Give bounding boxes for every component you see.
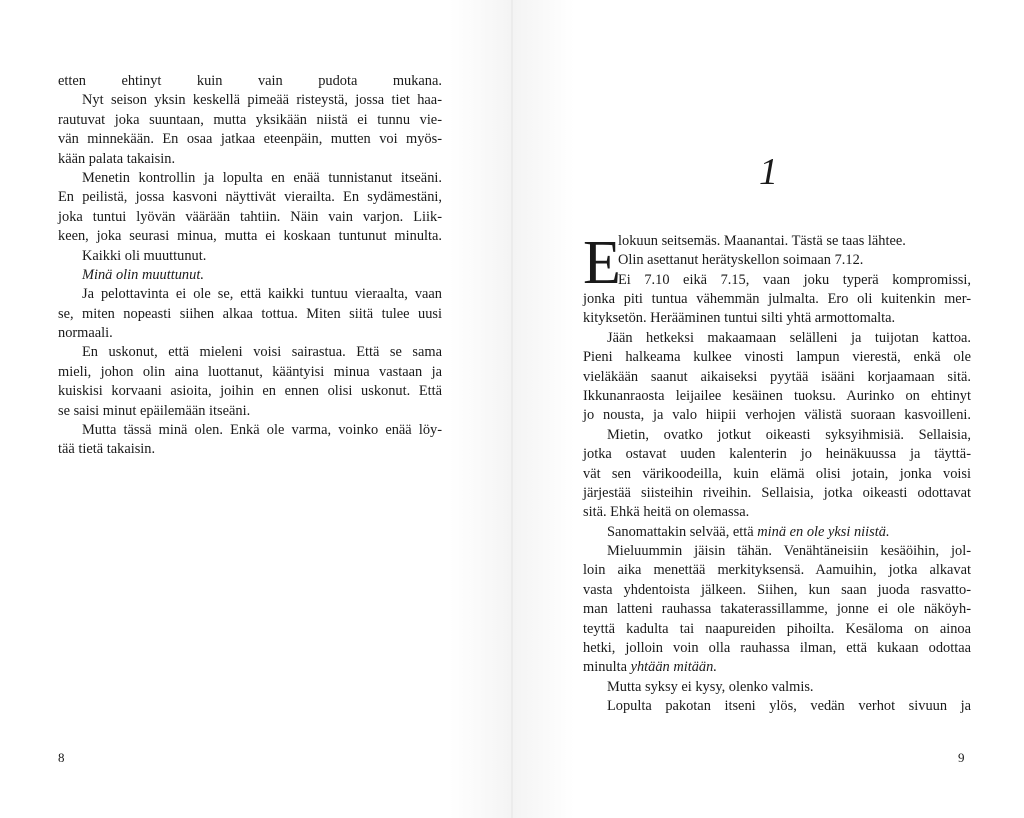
text-line: Mutta tässä minä olen. Enkä ole varma, voinko enää löy- — [82, 422, 442, 439]
text-line: vasta yhdentoista jälkeen. Siihen, kun saan juoda rasvatto- — [583, 581, 971, 598]
emphasis: Minä olin muuttunut. — [82, 266, 204, 283]
text-line: mieli, johon olin aina luottanut, kääntyisi minua vastaan ja — [58, 363, 442, 380]
text-line: Mutta syksy ei kysy, olenko valmis. — [607, 678, 814, 695]
text-line: Jään hetkeksi makaamaan selälleni ja tuijotan kattoa. — [607, 329, 971, 346]
text-line: teyttä kadulta tai naapureiden pihoilta. Kesäloma on ainoa — [583, 620, 971, 637]
text-line: kityksetön. Herääminen tuntui silti yhtä armottomalta. — [583, 310, 896, 327]
text-line: joka tuntui lyövän väärään tahtiin. Näin vain varjon. Liik- — [58, 208, 442, 225]
opening-text — [618, 232, 971, 290]
text-line: jo nousta, ja valo hiipii verhojen välistä suoraan kasvoilleni. — [583, 407, 971, 424]
text-line: hetki, jolloin voin olla rauhassa ilman, että kukaan odottaa — [583, 640, 971, 657]
text-line: vieläkään saanut aikaiseksi pyytää isääni korjaamaan sitä. — [583, 368, 971, 385]
text-line: kuiskisi korvaani asioita, joihin en ennen olisi uskonut. Että — [58, 383, 442, 400]
text-line: se, miten nopeasti siihen alkaa tottua. Miten siitä tulee uusi — [58, 305, 442, 322]
text-fragment: Sanomattakin selvää, että — [607, 523, 758, 540]
text-line: järjestää siisteihin riveihin. Sellaisia, jotka oikeasti odottavat — [583, 484, 971, 501]
text-line: Menetin kontrollin ja lopulta en enää tunnistanut itseäni. — [82, 169, 442, 186]
text-line: kään palata takaisin. — [58, 150, 176, 167]
text-line: En uskonut, että mieleni voisi sairastua. Että se sama — [82, 344, 442, 361]
text-line: jotka ostavat uuden kalenterin jo heinäkuussa ja täyttä- — [583, 446, 971, 463]
text-fragment: minulta — [583, 659, 631, 676]
text-line: vän minnekään. En osaa jatkaa eteenpäin, mutten voi myös- — [58, 131, 442, 148]
text-line: Ikkunanraosta leijailee kesäinen tuoksu. Aurinko on ehtinyt — [583, 387, 971, 404]
emphasis: minä en ole yksi niistä. — [757, 523, 890, 540]
text-line: loin aika menettää merkityksensä. Aamuihin, jotka alkavat — [583, 562, 971, 579]
text-line: sitä. Ehkä heitä on olemassa. — [583, 504, 750, 521]
text-line: Nyt seison yksin keskellä pimeää risteystä, jossa tiet haa- — [82, 92, 442, 109]
text-line: man latteni rauhassa takaterassillamme, jonne ei ole näköyh- — [583, 601, 971, 618]
text-line: keen, joka seurasi minua, mutta ei koskaan tuntunut minulta. — [58, 228, 442, 245]
text-line-italic — [58, 266, 442, 285]
emphasis: yhtään mitään. — [630, 659, 717, 676]
text-line: vät sen värikoodeilla, kuin elämä olisi jotain, jonka voisi — [583, 465, 971, 482]
text-line: lokuun seitsemäs. Maanantai. Tästä se taas lähtee. — [618, 233, 906, 249]
text-line: Olin asettanut herätyskellon soimaan 7.12. — [618, 252, 864, 269]
text-line: rautuvat joka suuntaan, mutta yksikään niistä ei tunnu vie- — [58, 111, 442, 128]
chapter-number: 1 — [759, 151, 778, 193]
left-page — [0, 0, 511, 818]
text-line: etten ehtinyt kuin vain pudota mukana. — [58, 73, 442, 89]
left-page-text — [58, 72, 442, 460]
text-line: Pieni halkeama kulkee vinosti lampun vierestä, enkä ole — [583, 349, 971, 366]
text-line: jonka piti tuntua vähemmän julmalta. Ero oli kuitenkin mer- — [583, 291, 971, 307]
text-line — [583, 658, 971, 677]
text-line: Mieluummin jäisin tähän. Venähtäneisiin kesäöihin, jol- — [607, 543, 971, 560]
text-line: Mietin, ovatko jotkut oikeasti syksyihmisiä. Sellaisia, — [607, 426, 971, 443]
page-number-left: 8 — [58, 750, 65, 765]
text-line: se saisi minut epäilemään itseäni. — [58, 402, 251, 419]
text-line: normaali. — [58, 325, 113, 342]
text-line: Ja pelottavinta ei ole se, että kaikki tuntuu vieraalta, vaan — [82, 286, 442, 303]
right-page-text — [583, 290, 971, 717]
text-line: Ei 7.10 eikä 7.15, vaan joku typerä kompromissi, — [618, 271, 971, 288]
drop-cap: E — [583, 229, 621, 297]
page-number-right: 9 — [958, 750, 965, 765]
text-line: En peilistä, jossa kasvoni näyttivät vierailta. En sydämestäni, — [58, 189, 442, 206]
text-line: Lopulta pakotan itseni ylös, vedän verhot sivuun ja — [607, 698, 971, 715]
text-line: tää tietä takaisin. — [58, 441, 156, 458]
text-line — [583, 523, 971, 542]
text-line: Kaikki oli muuttunut. — [82, 247, 207, 264]
